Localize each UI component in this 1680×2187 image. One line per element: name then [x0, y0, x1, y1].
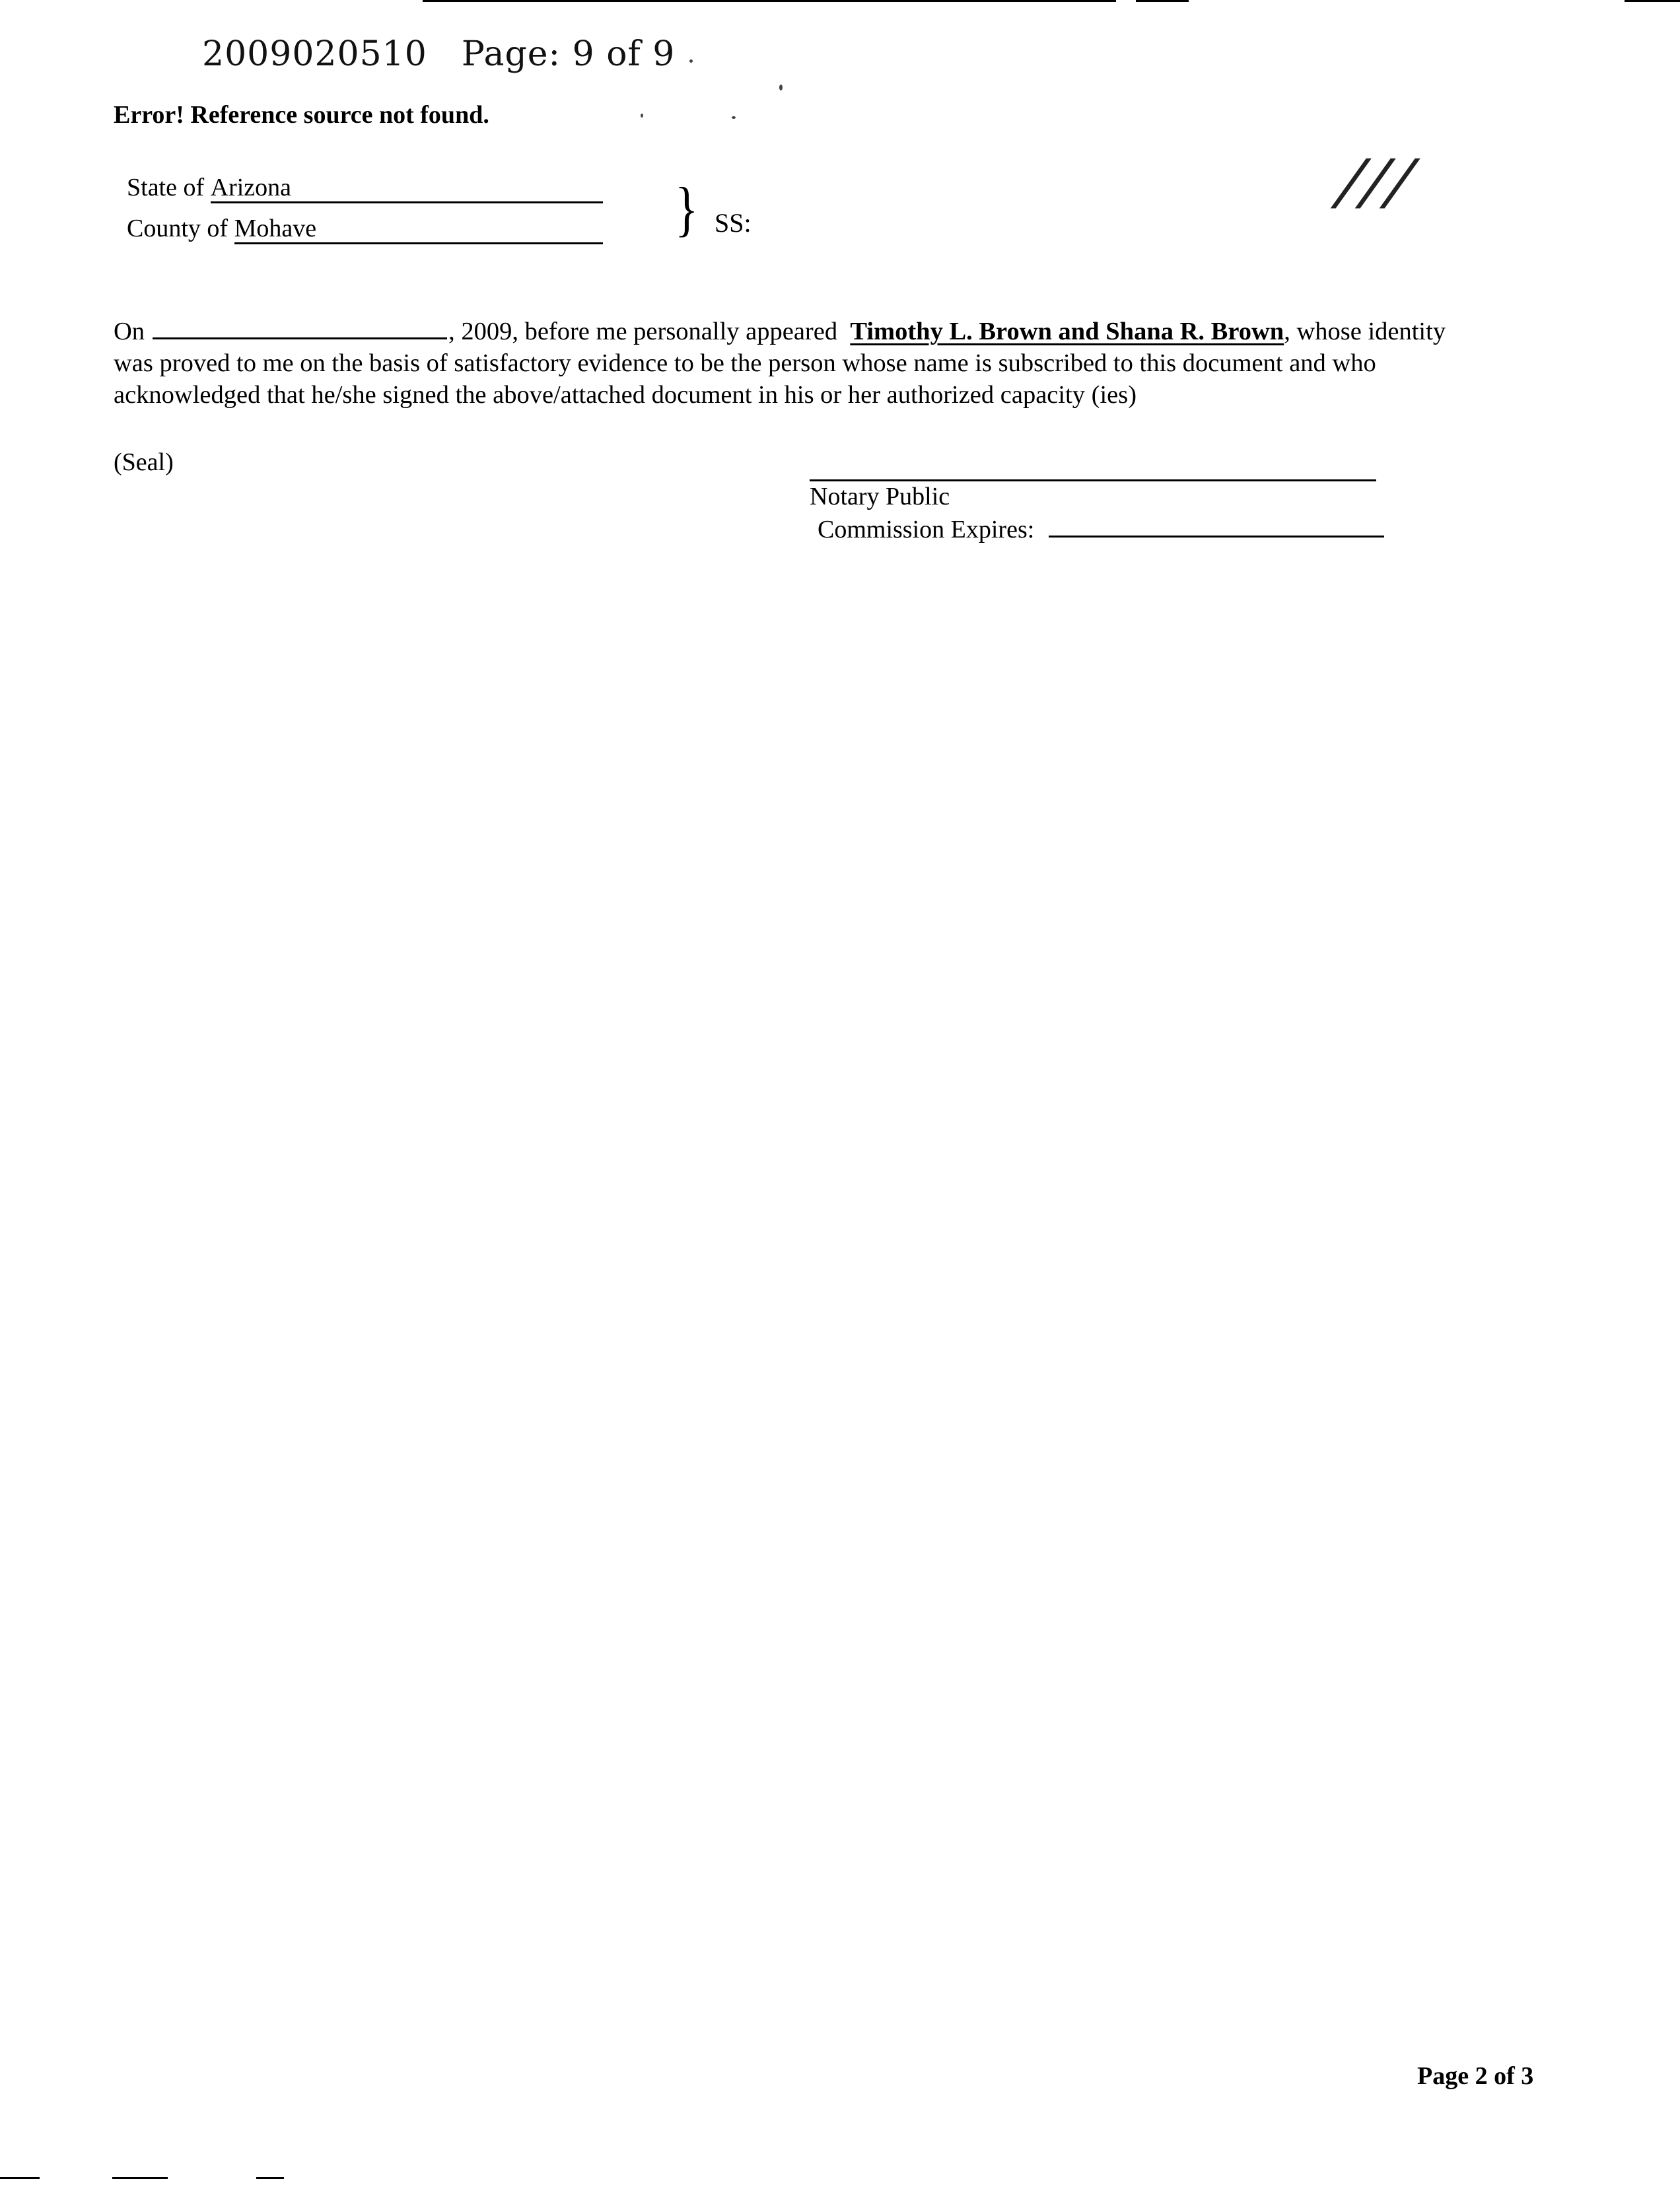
- commission-label: Commission Expires:: [818, 516, 1035, 543]
- venue-county-value: Mohave: [234, 216, 603, 244]
- date-blank: [153, 318, 447, 339]
- acknowledgment-line-3: acknowledged that he/she signed the above/attached document in his or her authorized capacity (ies): [114, 381, 1137, 409]
- year-text: , 2009, before me personally appeared: [448, 318, 838, 345]
- scan-edge-line: [423, 0, 1116, 2]
- notary-title: Notary Public: [810, 483, 950, 510]
- on-label: On: [114, 318, 145, 345]
- scan-edge-line: [112, 2177, 168, 2179]
- scan-edge-line: [1136, 0, 1189, 2]
- seal-label: (Seal): [114, 448, 174, 476]
- recording-number: 2009020510: [202, 34, 427, 74]
- error-heading: Error! Reference source not found.: [114, 101, 489, 129]
- commission-expires: [818, 515, 1384, 544]
- handwritten-mark: ///: [1333, 147, 1422, 217]
- venue-state-prefix: State of: [127, 174, 211, 201]
- commission-date-blank: [1049, 516, 1384, 538]
- identity-text: , whose identity: [1284, 318, 1446, 345]
- page-footer: Page 2 of 3: [1417, 2062, 1534, 2090]
- scan-edge-line: [1625, 0, 1680, 2]
- scan-edge-line: [0, 2177, 40, 2179]
- scan-speck: [641, 114, 643, 118]
- venue-state-value: Arizona: [211, 175, 603, 203]
- scan-speck: [689, 59, 693, 63]
- scan-edge-line: [256, 2177, 284, 2179]
- venue-state-line: [127, 173, 603, 203]
- scan-speck: [779, 85, 783, 90]
- appearing-names: Timothy L. Brown and Shana R. Brown: [850, 318, 1284, 345]
- notary-signature-line: [810, 479, 1376, 481]
- acknowledgment-paragraph: [114, 316, 1566, 411]
- recording-stamp: [202, 34, 675, 74]
- venue-county-line: [127, 214, 603, 244]
- acknowledgment-line-2: was proved to me on the basis of satisfactory evidence to be the person whose name is subscribed to this document and who: [114, 349, 1376, 377]
- scan-speck: [732, 116, 736, 119]
- venue-brace: }: [675, 175, 699, 242]
- ss-label: SS:: [715, 208, 752, 238]
- acknowledgment-line-1: [114, 316, 1566, 347]
- recording-page-indicator: Page: 9 of 9: [461, 34, 676, 74]
- venue-county-prefix: County of: [127, 215, 234, 242]
